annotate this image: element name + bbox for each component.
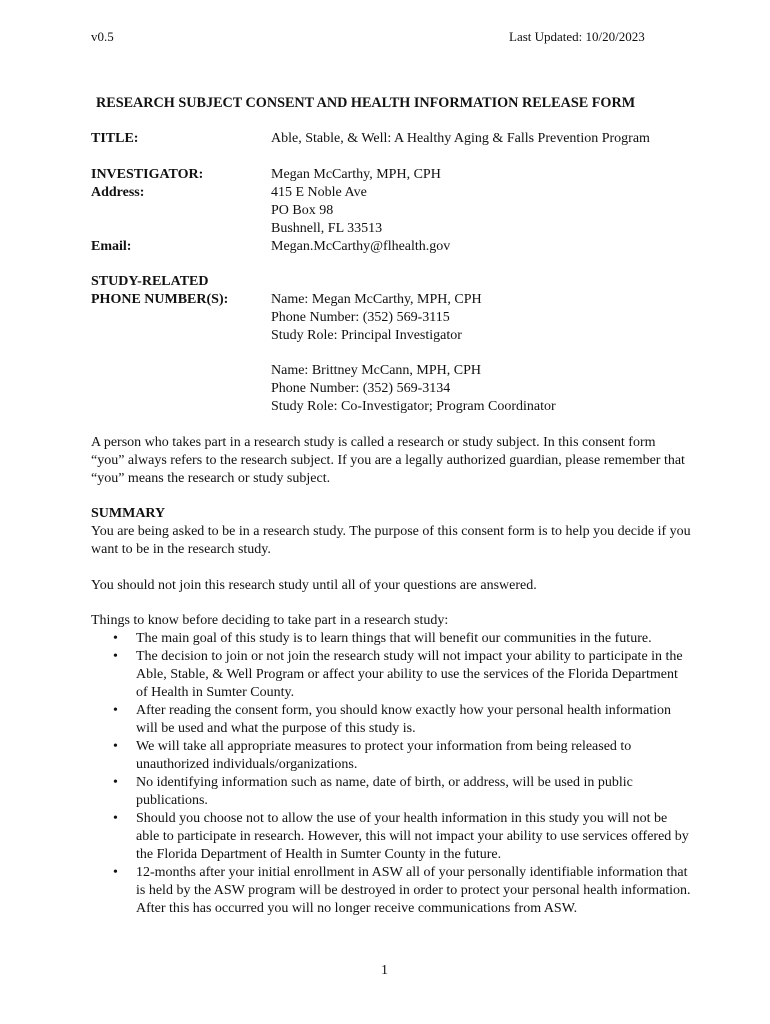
email-label: Email: — [91, 239, 132, 254]
version-label: v0.5 — [91, 29, 114, 44]
contact-name: Name: Brittney McCann, MPH, CPH — [271, 363, 481, 378]
list-item — [91, 810, 691, 864]
investigator-label: INVESTIGATOR: — [91, 167, 204, 182]
contact-name: Name: Megan McCarthy, MPH, CPH — [271, 292, 482, 307]
last-updated-label: Last Updated: 10/20/2023 — [509, 29, 645, 44]
address-label: Address: — [91, 185, 145, 200]
address-line-1: 415 E Noble Ave — [271, 185, 367, 200]
bullet-icon: • — [113, 739, 118, 754]
list-item-text: 12-months after your initial enrollment in ASW all of your personally identifiable information that is held by the ASW program will be destroyed in order to protect your personal health information. After this has occurred you will no longer receive communications from ASW. — [136, 865, 691, 916]
contact-block-2 — [271, 362, 556, 416]
email-value[interactable]: Megan.McCarthy@flhealth.gov — [271, 239, 451, 254]
list-item — [91, 774, 691, 810]
address-line-2: PO Box 98 — [271, 203, 334, 218]
list-item-text: No identifying information such as name, date of birth, or address, will be used in public publications. — [136, 775, 633, 808]
contact-role: Study Role: Co-Investigator; Program Coordinator — [271, 399, 556, 414]
form-title: RESEARCH SUBJECT CONSENT AND HEALTH INFORMATION RELEASE FORM — [96, 95, 636, 111]
investigator-value: Megan McCarthy, MPH, CPH — [271, 167, 441, 182]
bullet-icon: • — [113, 703, 118, 718]
contact-phone: Phone Number: (352) 569-3134 — [271, 381, 451, 396]
list-item — [91, 702, 691, 738]
bullet-icon: • — [113, 631, 118, 646]
bullet-icon: • — [113, 649, 118, 664]
title-value: Able, Stable, & Well: A Healthy Aging & Falls Prevention Program — [271, 131, 650, 146]
page-number: 1 — [381, 963, 388, 978]
list-item-text: The decision to join or not join the research study will not impact your ability to participate in the Able, Stable, & Well Program or affect your ability to use the services of the Florida Department of Health in Sumter County. — [136, 649, 683, 700]
address-line-3: Bushnell, FL 33513 — [271, 221, 383, 236]
summary-paragraph: You are being asked to be in a research study. The purpose of this consent form is to help you decide if you want to be in the research study. — [91, 524, 691, 557]
bullet-icon: • — [113, 775, 118, 790]
summary-heading: SUMMARY — [91, 506, 166, 521]
list-item — [91, 738, 691, 774]
list-item-text: After reading the consent form, you should know exactly how your personal health information will be used and what the purpose of this study is. — [136, 703, 671, 736]
phone-label-line-1: STUDY-RELATED — [91, 274, 209, 289]
list-item — [91, 864, 691, 918]
things-to-know-list — [91, 630, 691, 918]
contact-phone: Phone Number: (352) 569-3115 — [271, 310, 450, 325]
bullet-icon: • — [113, 811, 118, 826]
list-item-text: We will take all appropriate measures to protect your information from being released to unauthorized individuals/organizations. — [136, 739, 632, 772]
bullet-icon: • — [113, 865, 118, 880]
list-item — [91, 648, 691, 702]
contact-role: Study Role: Principal Investigator — [271, 328, 462, 343]
list-item-text: Should you choose not to allow the use of your health information in this study you will not be able to participate in research. However, this will not impact your ability to use services offered by the Florida Department of Health in Sumter County in the future. — [136, 811, 689, 862]
not-join-paragraph: You should not join this research study until all of your questions are answered. — [91, 578, 537, 593]
contact-block-1 — [271, 291, 482, 345]
things-intro: Things to know before deciding to take part in a research study: — [91, 613, 449, 628]
phone-label-line-2: PHONE NUMBER(S): — [91, 292, 229, 307]
list-item — [91, 630, 691, 648]
title-label: TITLE: — [91, 131, 139, 146]
intro-paragraph: A person who takes part in a research study is called a research or study subject. In this consent form “you” always refers to the research subject. If you are a legally authorized guardian, please remember that “you” means the research or study subject. — [91, 435, 685, 486]
list-item-text: The main goal of this study is to learn things that will benefit our communities in the future. — [136, 631, 652, 646]
